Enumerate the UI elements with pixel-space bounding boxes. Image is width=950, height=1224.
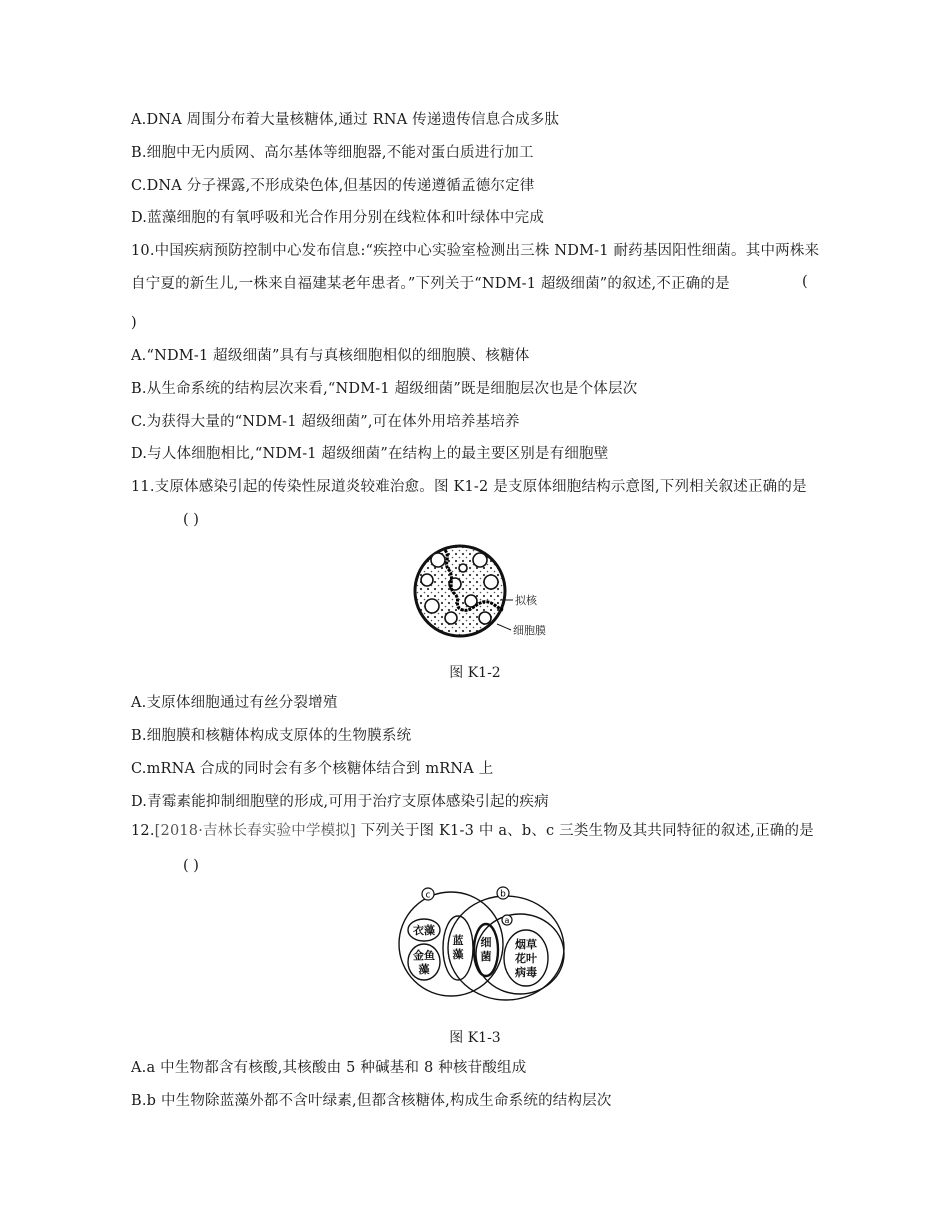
mycoplasma-diagram	[405, 538, 555, 648]
nucleoid-label: 拟核	[515, 594, 537, 607]
q10-stem-line2: 自宁夏的新生儿,一株来自福建某老年患者。”下列关于“NDM-1 超级细菌”的叙述,不正确的是	[131, 276, 730, 292]
lanzao-label-1: 蓝	[452, 934, 464, 947]
q12-option-a: A.a 中生物都含有核酸,其核酸由 5 种碱基和 8 种核苷酸组成	[131, 1060, 527, 1076]
q10-option-c: C.为获得大量的“NDM-1 超级细菌”,可在体外用培养基培养	[131, 414, 520, 430]
q12-stem-text: 下列关于图 K1-3 中 a、b、c 三类生物及其共同特征的叙述,正确的是	[355, 823, 814, 839]
q12-answer-bracket: ( )	[183, 858, 199, 874]
membrane-label: 细胞膜	[513, 624, 546, 637]
membrane-pointer	[497, 624, 511, 630]
jinyuzao-label-2: 藻	[418, 963, 430, 976]
virus-label-2: 花叶	[515, 952, 537, 965]
yizao-label: 衣藻	[413, 924, 435, 937]
q9-option-a: A.DNA 周围分布着大量核糖体,通过 RNA 传递遗传信息合成多肽	[131, 112, 560, 128]
organism-venn-diagram	[396, 884, 576, 1004]
label-b: b	[500, 889, 506, 900]
q10-answer-bracket-open: (	[802, 274, 808, 290]
cell-body	[415, 546, 505, 636]
q12-source-tag: [2018·吉林长春实验中学模拟]	[154, 823, 356, 839]
jinyuzao-label-1: 金鱼	[413, 949, 435, 962]
virus-label-3: 病毒	[515, 966, 537, 979]
q9-option-b: B.细胞中无内质网、高尔基体等细胞器,不能对蛋白质进行加工	[131, 145, 534, 161]
virus-label-1: 烟草	[515, 938, 537, 951]
q12-stem	[131, 821, 814, 841]
lanzao-label-2: 藻	[452, 948, 464, 961]
q12-number: 12.	[131, 823, 155, 839]
q11-stem: 11.支原体感染引起的传染性尿道炎较难治愈。图 K1-2 是支原体细胞结构示意图,下列相关叙述正确的是	[131, 479, 807, 495]
q11-option-a: A.支原体细胞通过有丝分裂增殖	[131, 695, 338, 711]
q10-option-b: B.从生命系统的结构层次来看,“NDM-1 超级细菌”既是细胞层次也是个体层次	[131, 381, 638, 397]
q9-option-d: D.蓝藻细胞的有氧呼吸和光合作用分别在线粒体和叶绿体中完成	[131, 210, 545, 226]
figure-k1-2-caption: 图 K1-2	[449, 665, 501, 681]
q11-option-b: B.细胞膜和核糖体构成支原体的生物膜系统	[131, 728, 412, 744]
q9-option-c: C.DNA 分子裸露,不形成染色体,但基因的传递遵循孟德尔定律	[131, 178, 535, 194]
xijun-label-1: 细	[480, 936, 492, 949]
xijun-label-2: 菌	[480, 950, 492, 963]
q12-option-b: B.b 中生物除蓝藻外都不含叶绿素,但都含核糖体,构成生命系统的结构层次	[131, 1093, 612, 1109]
label-c: c	[425, 890, 431, 901]
q11-option-d: D.青霉素能抑制细胞壁的形成,可用于治疗支原体感染引起的疾病	[131, 794, 549, 810]
q11-option-c: C.mRNA 合成的同时会有多个核糖体结合到 mRNA 上	[131, 761, 494, 777]
q10-option-d: D.与人体细胞相比,“NDM-1 超级细菌”在结构上的最主要区别是有细胞壁	[131, 446, 609, 462]
label-a: a	[504, 916, 510, 925]
q10-answer-bracket-close: )	[131, 315, 137, 331]
q10-stem-line1: 10.中国疾病预防控制中心发布信息:“疾控中心实验室检测出三株 NDM-1 耐药基因阳性细菌。其中两株来	[131, 243, 820, 259]
figure-k1-3-caption: 图 K1-3	[449, 1030, 501, 1046]
q11-answer-bracket: ( )	[183, 512, 199, 528]
q10-option-a: A.“NDM-1 超级细菌”具有与真核细胞相似的细胞膜、核糖体	[131, 348, 530, 364]
